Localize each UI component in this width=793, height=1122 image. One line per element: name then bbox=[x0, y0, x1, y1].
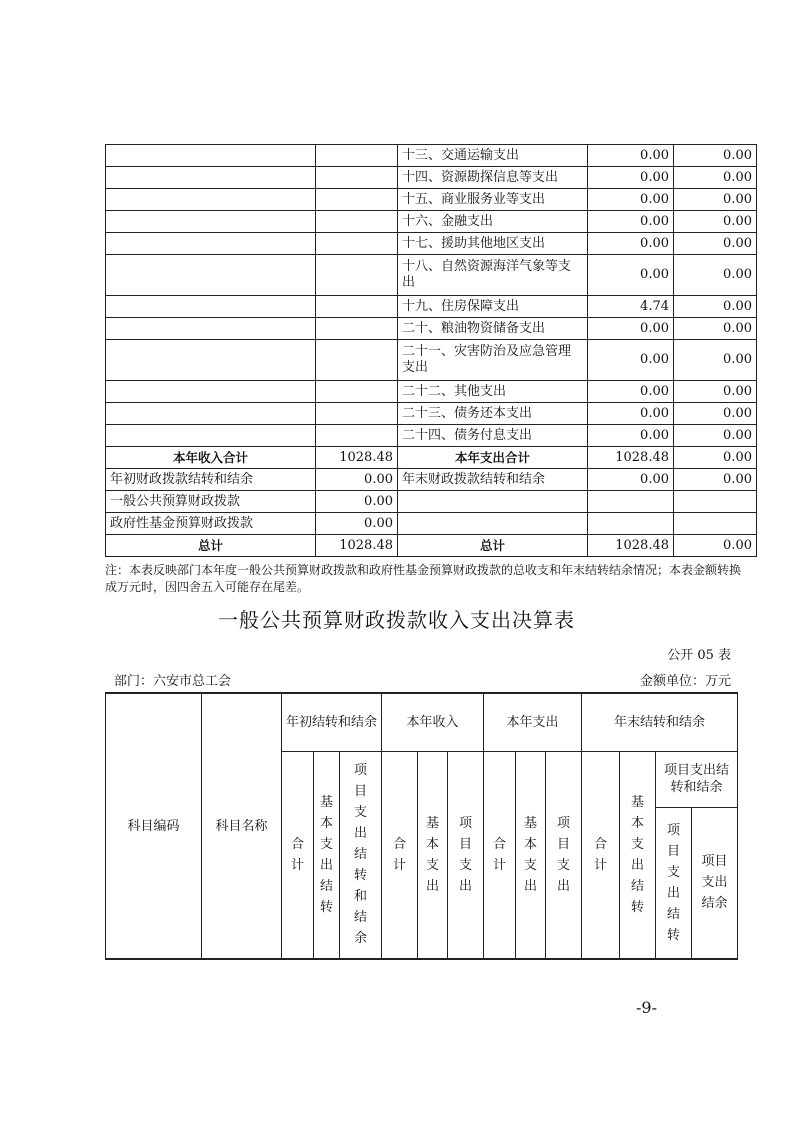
header-subject-code: 科目编码 bbox=[106, 693, 202, 959]
opening-balance-value: 0.00 bbox=[316, 469, 398, 491]
expense-total-carry: 0.00 bbox=[674, 447, 757, 469]
grand-total-label-right: 总计 bbox=[398, 535, 588, 557]
header-project-carry-all: 项目支出结转和结余 bbox=[353, 763, 367, 947]
header-basic-carry: 基本支出结转 bbox=[319, 794, 333, 915]
header-project-balance: 项目支出结余 bbox=[701, 854, 728, 912]
table-row: 十三、交通运输支出 0.00 0.00 bbox=[106, 145, 757, 167]
header-basic: 基本支出 bbox=[426, 815, 440, 894]
opening-balance-label: 年初财政拨款结转和结余 bbox=[106, 469, 316, 491]
table-row: 十八、自然资源海洋气象等支出 0.00 0.00 bbox=[106, 255, 757, 296]
page-number: -9- bbox=[636, 998, 657, 1017]
table-row: 二十、粮油物资储备支出 0.00 0.00 bbox=[106, 318, 757, 340]
fund-budget-row bbox=[106, 513, 757, 535]
table-row: 二十一、灾害防治及应急管理支出 0.00 0.00 bbox=[106, 340, 757, 381]
header-closing-balance: 年末结转和结余 bbox=[582, 693, 738, 751]
table-row: 二十三、债务还本支出 0.00 0.00 bbox=[106, 403, 757, 425]
general-budget-row bbox=[106, 491, 757, 513]
header-opening-balance: 年初结转和结余 bbox=[282, 693, 382, 751]
header-project-carry-all: 项目支出结转和结余 bbox=[656, 751, 738, 807]
table-row: 十六、金融支出 0.00 0.00 bbox=[106, 211, 757, 233]
grand-total-right: 1028.48 bbox=[588, 535, 674, 557]
header-total: 合计 bbox=[493, 836, 507, 873]
closing-balance-label: 年末财政拨款结转和结余 bbox=[398, 469, 588, 491]
header-current-expense: 本年支出 bbox=[484, 693, 582, 751]
expense-total-value: 1028.48 bbox=[588, 447, 674, 469]
department-label: 部门：六安市总工会 bbox=[114, 674, 232, 689]
table-row: 十四、资源勘探信息等支出 0.00 0.00 bbox=[106, 167, 757, 189]
general-budget-value: 0.00 bbox=[316, 491, 398, 513]
table-row: 十九、住房保障支出 4.74 0.00 bbox=[106, 296, 757, 318]
table-number: 公开 05 表 bbox=[667, 648, 731, 663]
fund-budget-label: 政府性基金预算财政拨款 bbox=[106, 513, 316, 535]
table-row: 十七、援助其他地区支出 0.00 0.00 bbox=[106, 233, 757, 255]
fund-budget-value: 0.00 bbox=[316, 513, 398, 535]
page-title: 一般公共预算财政拨款收入支出决算表 bbox=[218, 608, 575, 632]
header-total: 合计 bbox=[594, 836, 608, 873]
grand-total-label-left: 总计 bbox=[106, 535, 316, 557]
header-current-income: 本年收入 bbox=[382, 693, 484, 751]
grand-total-left: 1028.48 bbox=[316, 535, 398, 557]
closing-balance-carry: 0.00 bbox=[674, 469, 757, 491]
table-note: 注：本表反映部门本年度一般公共预算财政拨款和政府性基金预算财政拨款的总收支和年末结转结余情况；本表金额转换成万元时，因四舍五入可能存在尾差。 bbox=[105, 563, 742, 594]
header-total: 合计 bbox=[290, 836, 304, 873]
table-row: 二十四、债务付息支出 0.00 0.00 bbox=[106, 425, 757, 447]
header-basic: 基本支出 bbox=[524, 815, 538, 894]
income-expense-summary-table bbox=[105, 144, 757, 557]
header-total: 合计 bbox=[393, 836, 407, 873]
header-project: 项目支出 bbox=[557, 815, 571, 894]
general-budget-label: 一般公共预算财政拨款 bbox=[106, 491, 316, 513]
expense-total-label: 本年支出合计 bbox=[398, 447, 588, 469]
header-project: 项目支出 bbox=[459, 815, 473, 894]
carryover-row bbox=[106, 469, 757, 491]
grand-total-right-carry: 0.00 bbox=[674, 535, 757, 557]
income-total-label: 本年收入合计 bbox=[106, 447, 316, 469]
grand-total-row bbox=[106, 535, 757, 557]
header-project-carry: 项目支出结转 bbox=[667, 822, 681, 943]
income-total-value: 1028.48 bbox=[316, 447, 398, 469]
general-budget-table bbox=[105, 692, 738, 960]
header-subject-name: 科目名称 bbox=[202, 693, 282, 959]
header-basic-carry: 基本支出结转 bbox=[631, 794, 645, 915]
totals-row bbox=[106, 447, 757, 469]
table-row: 二十二、其他支出 0.00 0.00 bbox=[106, 381, 757, 403]
amount-unit-label: 金额单位：万元 bbox=[639, 674, 731, 689]
closing-balance-value: 0.00 bbox=[588, 469, 674, 491]
table-row: 十五、商业服务业等支出 0.00 0.00 bbox=[106, 189, 757, 211]
